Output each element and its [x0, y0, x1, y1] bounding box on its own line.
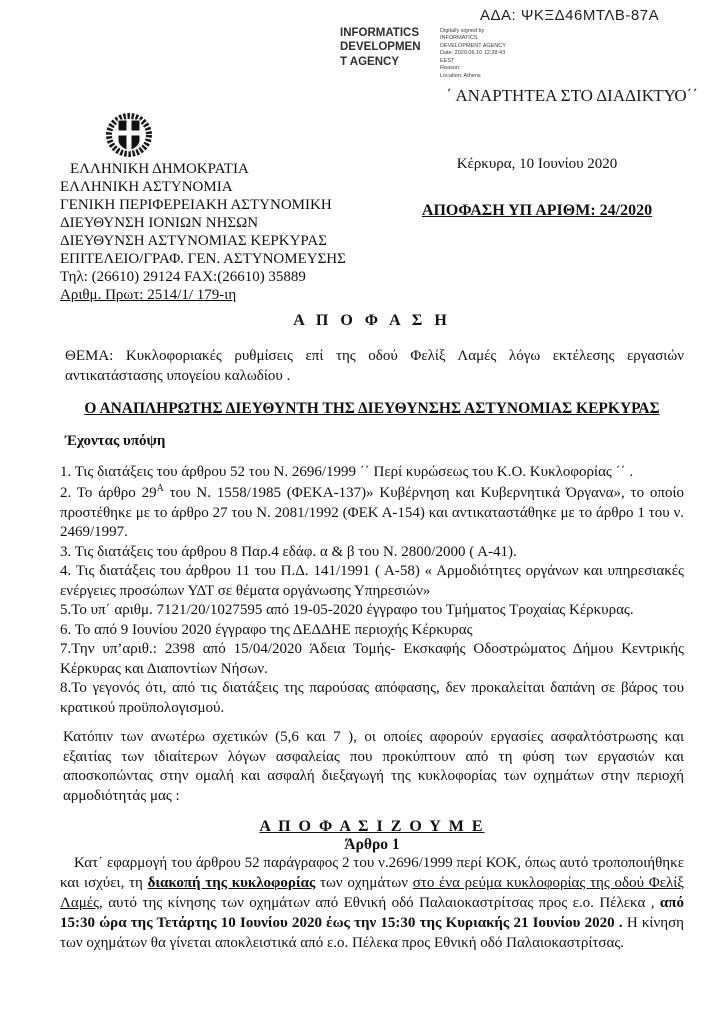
considering-heading: Έχοντας υπόψη — [65, 432, 166, 449]
time-window-emphasis: από 15:30 ώρα της Τετάρτης 10 Ιουνίου 2020 έως την 15:30 της Κυριακής 21 Ιουνίου 2020 . — [60, 894, 684, 931]
subject-line: ΘΕΜΑ: Κυκλοφοριακές ρυθμίσεις επί της οδού Φελίξ Λαμές λόγω εκτέλεσης εργασιών αντικατάστασης υπογείου καλωδίου . — [65, 348, 684, 384]
digital-signature-stamp — [340, 26, 506, 80]
considering-item-7: 7.Την υπ’αριθ.: 2398 από 15/04/2020 Άδεια Τομής- Εκσκαφής Οδοστρώματος Δήμου Κεντρικής Κέρκυρας και Διαποντίων Νήσων. — [60, 641, 684, 677]
considering-item-3: 3. Τις διατάξεις του άρθρου 8 Παρ.4 εδάφ. α & β του Ν. 2800/2000 ( Α-41). — [60, 543, 517, 560]
signature-details: Digitally signed by INFORMATICS DEVELOPMENT AGENCY Date: 2020.06.10 12:28:43 EEST Reason: Location: Athens — [440, 28, 506, 79]
signature-agency-name: INFORMATICS DEVELOPMEN T AGENCY — [340, 27, 421, 68]
header-right-block — [390, 112, 684, 304]
considering-item-2: 2. Το άρθρο $29^A$ του Ν. 1558/1985 (ΦΕΚΑ-137)» Κυβέρνηση και Κυβερνητικά Όργανα», το οποίο προστέθηκε με το άρθρο 27 του Ν. 2081/1992 (ΦΕΚ Α-154) και αντικαταστάθηκε με το άρθρο 1 του ν. 2469/1997. — [60, 483, 684, 541]
considering-item-1: 1. Τις διατάξεις του άρθρου 52 του Ν. 2696/1999 ΄΄ Περί κυρώσεως του Κ.Ο. Κυκλοφορίας ΄΄ . — [60, 463, 634, 480]
preamble-paragraph: Κατόπιν των ανωτέρω σχετικών (5,6 και 7 ), οι οποίες αφορούν εργασίες ασφαλτόστρωσης και εξαιτίας των ιδιαίτερων λόγων ασφαλείας που προκύπτουν από τη φύση των εργασιών και αποσκοπώντας στην ομαλή και ασφαλή διεξαγωγή της κυκλοφορίας των οχημάτων στην περιοχή αρμοδιότητάς μας : — [63, 729, 684, 804]
article1-heading: Άρθρο 1 — [344, 836, 400, 854]
web-posting-note: ΄ ΑΝΑΡΤΗΤΕΑ ΣΤΟ ΔΙΑΔΙΚΤΥΟ΄΄ — [446, 86, 698, 105]
superscript-a: Α — [156, 483, 164, 495]
issuing-authority: Ο ΑΝΑΠΛΗΡΩΤΗΣ ΔΙΕΥΘΥΝΤΗ ΤΗΣ ΔΙΕΥΘΥΝΣΗΣ ΑΣΤΥΝΟΜΙΑΣ ΚΕΡΚΥΡΑΣ — [84, 399, 660, 417]
address-line: ΕΛΛΗΝΙΚΗ ΔΗΜΟΚΡΑΤΙΑ — [70, 161, 249, 177]
decision-number: ΑΠΟΦΑΣΗ ΥΠ ΑΡΙΘΜ: 24/2020 — [421, 202, 653, 219]
greek-emblem-icon — [105, 112, 153, 158]
considering-item-5: 5.Το υπ΄ αριθμ. 7121/20/1027595 από 19-05-2020 έγγραφο του Τμήματος Τροχαίας Κέρκυρας. — [60, 602, 634, 619]
place-date: Κέρκυρα, 10 Ιουνίου 2020 — [456, 156, 618, 172]
decide-heading: Α Π Ο Φ Α Σ Ι Ζ Ο Υ Μ Ε — [259, 818, 485, 836]
considering-item-4: 4. Τις διατάξεις του άρθρου 11 του Π.Δ. 141/1991 ( Α-58) « Αρμοδιότητες οργάνων και υπηρεσιακές ενέργειες προσώπων ΥΔΤ σε θέματα οργάνωσης Υπηρεσιών» — [60, 563, 684, 599]
address-line: ΓΕΝΙΚΗ ΠΕΡΙΦΕΡΕΙΑΚΗ ΑΣΤΥΝΟΜΙΚΗ — [60, 197, 332, 213]
road-segment-emphasis: στο ένα ρεύμα κυκλοφορίας της οδού Φελίξ Λαμές — [60, 875, 684, 911]
agency-address-block — [60, 112, 390, 304]
address-line: ΕΛΛΗΝΙΚΗ ΑΣΤΥΝΟΜΙΑ — [60, 179, 233, 195]
considering-item-8: 8.Το γεγονός ότι, από τις διατάξεις της παρούσας απόφασης, δεν προκαλείται δαπάνη σε βάρος του κρατικού προϋπολογισμού. — [60, 680, 684, 716]
phone-fax-line: Τηλ: (26610) 29124 FAX:(26610) 35889 — [60, 269, 306, 285]
protocol-number: Αριθμ. Πρωτ: 2514/1/ 179-ιη — [60, 287, 237, 303]
considering-item-6: 6. Το από 9 Ιουνίου 2020 έγγραφο της ΔΕΔΔΗΕ περιοχής Κέρκυρας — [60, 621, 473, 638]
address-line: ΔΙΕΥΘΥΝΣΗ ΑΣΤΥΝΟΜΙΑΣ ΚΕΡΚΥΡΑΣ — [60, 233, 327, 249]
ada-number: ΑΔΑ: ΨΚΞΔ46ΜΤΛΒ-87Α — [480, 7, 660, 24]
considering-list — [60, 463, 684, 719]
article1-paragraph: Κατ΄ εφαρμογή του άρθρου 52 παράγραφος 2 του ν.2696/1999 περί ΚΟΚ, όπως αυτό τροποποιήθηκε και ισχύει, τη διακοπή της κυκλοφορίας των οχημάτων στο ένα ρεύμα κυκλοφορίας της οδού Φελίξ Λαμές, αυτό της κίνησης των οχημάτων από Εθνική οδό Παλαιοκαστρίτσας προς ε.ο. Πέλεκα , από 15:30 ώρα της Τετάρτης 10 Ιουνίου 2020 έως την 15:30 της Κυριακής 21 Ιουνίου 2020 . Η κίνηση των οχημάτων θα γίνεται αποκλειστικά από ε.ο. Πέλεκα προς Εθνική οδό Παλαιοκαστρίτσας. — [60, 855, 685, 951]
address-line: ΕΠΙΤΕΛΕΙΟ/ΓΡΑΦ. ΓΕΝ. ΑΣΤΥΝΟΜΕΥΣΗΣ — [60, 251, 346, 267]
document-header — [60, 112, 684, 304]
traffic-ban-emphasis: διακοπή της κυκλοφορίας — [147, 875, 316, 892]
address-line: ΔΙΕΥΘΥΝΣΗ ΙΟΝΙΩΝ ΝΗΣΩΝ — [60, 215, 259, 231]
decision-title: Α Π Ο Φ Α Σ Η — [293, 312, 451, 329]
